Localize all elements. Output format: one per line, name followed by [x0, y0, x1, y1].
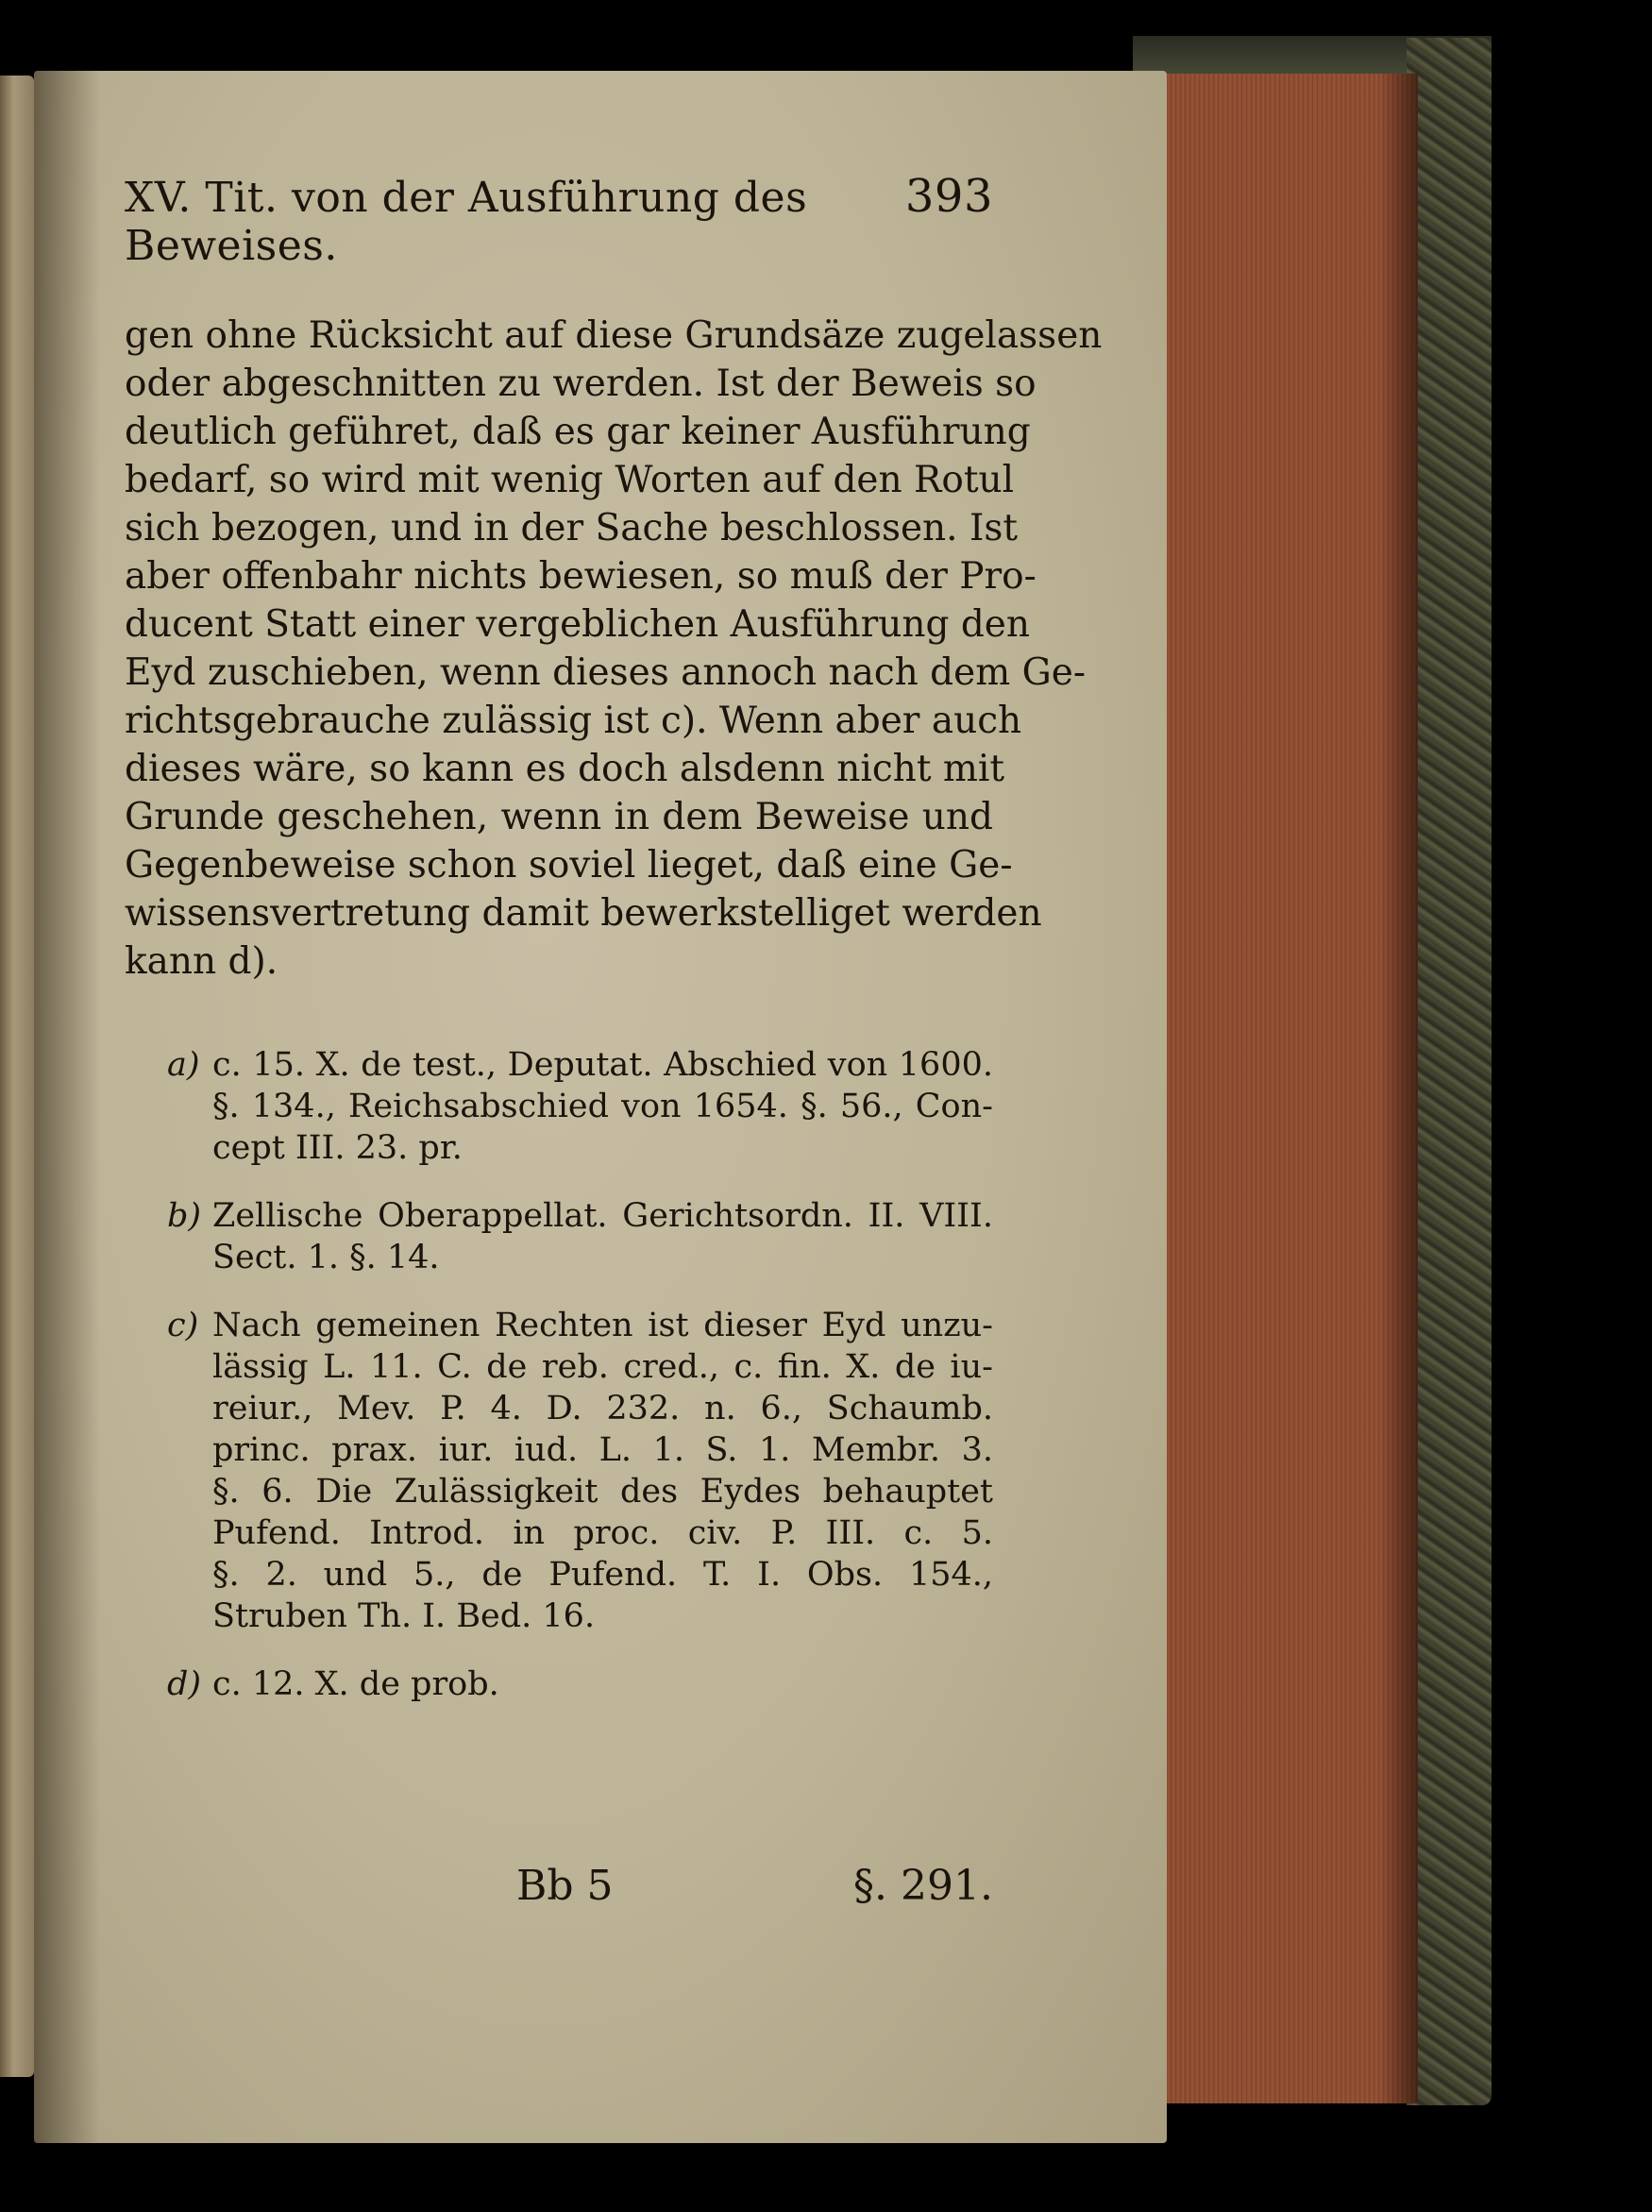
footnote-line: lässig L. 11. C. de reb. cred., c. fin. X. de iu-: [212, 1348, 993, 1386]
marbled-cover-board: [1407, 38, 1492, 2105]
body-line: dieses wäre, so kann es doch alsdenn nicht mit: [125, 748, 1005, 790]
footnote-line: Struben Th. I. Bed. 16.: [212, 1597, 596, 1635]
footnote-line: Zellische Oberappellat. Gerichtsordn. II. VIII.: [212, 1197, 993, 1235]
footnote-line: §. 2. und 5., de Pufend. T. I. Obs. 154.,: [212, 1556, 993, 1594]
body-line: Grunde geschehen, wenn in dem Beweise und: [125, 796, 993, 838]
footnote-mark: b): [167, 1197, 202, 1235]
footnote-mark: c): [167, 1307, 199, 1344]
footnote-line: Nach gemeinen Rechten ist dieser Eyd unzu-: [212, 1307, 993, 1344]
body-line: ducent Statt einer vergeblichen Ausführung den: [125, 603, 1031, 646]
footnote-c: [125, 1305, 993, 1637]
footnote-line: §. 6. Die Zulässigkeit des Eydes behauptet: [212, 1473, 993, 1511]
footnote-mark: d): [167, 1665, 202, 1703]
footnote-line: c. 12. X. de prob.: [212, 1665, 499, 1703]
footnote-d: [125, 1663, 993, 1705]
footnote-line: c. 15. X. de test., Deputat. Abschied von 1600.: [212, 1046, 993, 1084]
facing-page-edge: [0, 76, 34, 2077]
body-line: richtsgebrauche zulässig ist c). Wenn aber auch: [125, 700, 1022, 742]
body-line: aber offenbahr nichts bewiesen, so muß der Pro-: [125, 555, 1037, 598]
gutter-shadow: [34, 71, 100, 2143]
page-number: 393: [904, 170, 993, 223]
footnote-line: cept III. 23. pr.: [212, 1129, 463, 1167]
footnote-line: reiur., Mev. P. 4. D. 232. n. 6., Schaumb.: [212, 1390, 993, 1427]
page-fore-edge: [1150, 74, 1418, 2103]
footnotes: [125, 1044, 993, 1705]
body-line: deutlich geführet, daß es gar keiner Ausführung: [125, 411, 1031, 453]
body-line: oder abgeschnitten zu werden. Ist der Beweis so: [125, 363, 1037, 405]
footnote-mark: a): [167, 1046, 200, 1084]
footnote-b: [125, 1195, 993, 1278]
body-line: Eyd zuschieben, wenn dieses annoch nach dem Ge-: [125, 651, 1087, 694]
footnote-line: Sect. 1. §. 14.: [212, 1239, 440, 1276]
footnote-line: Pufend. Introd. in proc. civ. P. III. c. 5.: [212, 1514, 993, 1552]
body-line: kann d).: [125, 940, 278, 983]
catchword: §. 291.: [853, 1862, 993, 1910]
footnote-line: §. 134., Reichsabschied von 1654. §. 56., Con-: [212, 1088, 993, 1125]
body-line: wissensvertretung damit bewerkstelliget werden: [125, 892, 1042, 935]
footnote-line: princ. prax. iur. iud. L. 1. S. 1. Membr. 3.: [212, 1431, 993, 1469]
body-text: [125, 312, 1103, 986]
page-content: [125, 170, 1103, 1731]
body-line: sich bezogen, und in der Sache beschlossen. Ist: [125, 507, 1019, 549]
running-head: [125, 170, 993, 270]
running-head-title: XV. Tit. von der Ausführung des Beweises.: [125, 174, 808, 270]
body-line: bedarf, so wird mit wenig Worten auf den Rotul: [125, 459, 1015, 501]
signature-mark: Bb 5: [516, 1862, 614, 1910]
footnote-a: [125, 1044, 993, 1169]
body-line: Gegenbeweise schon soviel lieget, daß eine Ge-: [125, 844, 1013, 886]
body-line: gen ohne Rücksicht auf diese Grundsäze zugelassen: [125, 314, 1103, 357]
